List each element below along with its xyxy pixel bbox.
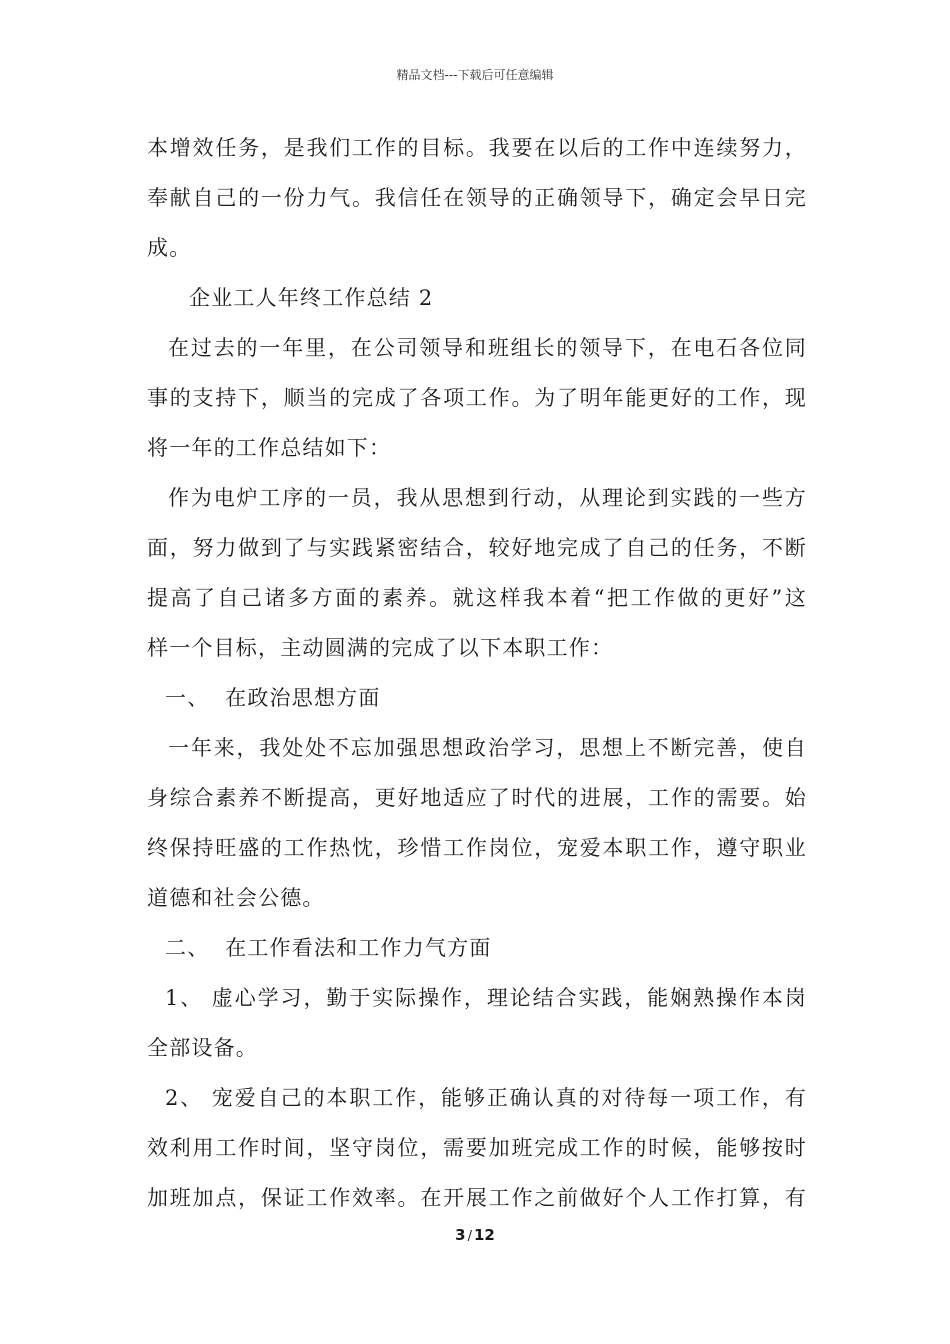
body-line: 在过去的一年里，在公司领导和班组长的领导下，在电石各位同 (168, 336, 807, 360)
body-line: 终保持旺盛的工作热忱，珍惜工作岗位，宠爱本职工作，遵守职业 (147, 836, 807, 860)
body-line: 成。 (147, 236, 192, 260)
body-line: 一年来，我处处不忘加强思想政治学习，思想上不断完善，使自 (168, 736, 807, 760)
page-header: 精品文档---下载后可任意编辑 (396, 68, 554, 82)
body-line: 身综合素养不断提高，更好地适应了时代的进展，工作的需要。始 (147, 786, 807, 810)
body-line: 将一年的工作总结如下： (147, 436, 392, 460)
section-title: 企业工人年终工作总结 2 (189, 286, 434, 310)
list-item-2: 2、 宠爱自己的本职工作，能够正确认真的对待每一项工作，有 (165, 1086, 807, 1110)
body-line: 道德和社会公德。 (147, 886, 325, 910)
body-line: 加班加点，保证工作效率。在开展工作之前做好个人工作打算，有 (147, 1186, 807, 1210)
body-line: 样一个目标，主动圆满的完成了以下本职工作： (147, 636, 614, 660)
heading-one: 一、 在政治思想方面 (165, 686, 381, 710)
body-line: 效利用工作时间，坚守岗位，需要加班完成工作的时候，能够按时 (147, 1136, 807, 1160)
page-separator: / (467, 1229, 472, 1244)
page-number (0, 1226, 950, 1244)
body-line: 面，努力做到了与实践紧密结合，较好地完成了自己的任务，不断 (147, 536, 807, 560)
body-line: 全部设备。 (147, 1036, 258, 1060)
body-line: 提高了自己诸多方面的素养。就这样我本着“把工作做的更好”这 (147, 586, 807, 610)
list-item-1: 1、 虚心学习，勤于实际操作，理论结合实践，能娴熟操作本岗 (165, 986, 807, 1010)
current-page-number: 3 (455, 1226, 466, 1244)
body-line: 奉献自己的一份力气。我信任在领导的正确领导下，确定会早日完 (147, 186, 807, 210)
heading-two: 二、 在工作看法和工作力气方面 (165, 936, 492, 960)
body-line: 作为电炉工序的一员，我从思想到行动，从理论到实践的一些方 (168, 486, 807, 510)
total-pages: 12 (473, 1226, 495, 1244)
body-line: 本增效任务，是我们工作的目标。我要在以后的工作中连续努力， (147, 136, 807, 160)
body-line: 事的支持下，顺当的完成了各项工作。为了明年能更好的工作，现 (147, 386, 807, 410)
